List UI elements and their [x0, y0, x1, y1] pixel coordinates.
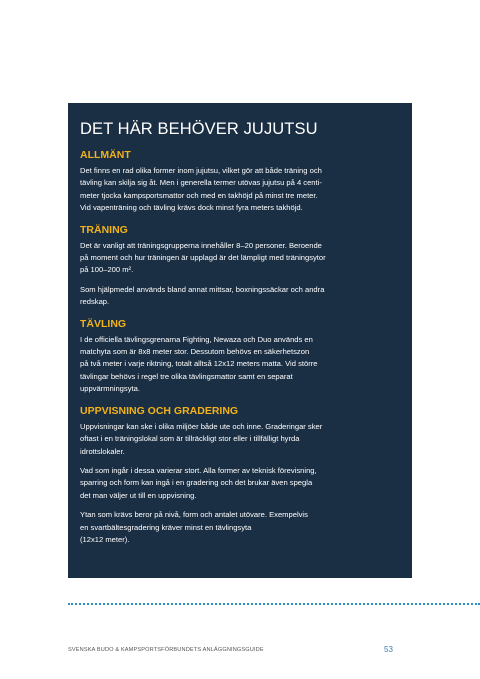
paragraph	[80, 334, 400, 396]
text-line: Det finns en rad olika former inom jujutsu, vilket gör att både träning och	[80, 166, 322, 175]
text-line: I de officiella tävlingsgrenarna Fighting, Newaza och Duo används en	[80, 334, 313, 344]
text-line: en svartbältesgradering kräver minst en tävlingsyta	[80, 522, 252, 532]
dotted-divider	[68, 603, 480, 605]
text-line: Som hjälpmedel används bland annat mittsar, boxningssäckar och andra	[80, 284, 325, 294]
text-line: redskap.	[80, 297, 110, 307]
text-line: på två meter i varje riktning, totalt alltså 12x12 meters matta. Vid större	[80, 359, 318, 369]
text-line: Uppvisningar kan ske i olika miljöer både ute och inne. Graderingar sker	[80, 421, 323, 431]
content-box	[68, 103, 412, 578]
text-line: tävlingar behövs i regel tre olika tävlingsmattor samt en separat	[80, 371, 293, 381]
paragraph	[80, 465, 400, 502]
section-heading: TRÄNING	[80, 223, 128, 236]
text-line: på moment och hur träningen är upplagd är det lämpligt med träningsytor	[80, 253, 326, 263]
text-line: Ytan som krävs beror på nivå, form och antalet utövare. Exempelvis	[80, 510, 308, 520]
paragraph	[80, 421, 400, 458]
sections-container	[80, 149, 400, 546]
text-line: på 100–200 m².	[80, 265, 134, 275]
section-heading: ALLMÄNT	[80, 149, 131, 161]
text-line: Vid vapenträning och tävling krävs dock minst fyra meters takhöjd.	[80, 203, 303, 213]
paragraph	[80, 509, 400, 546]
paragraph	[80, 165, 400, 215]
text-line: tävling kan skilja sig åt. Men i generella termer utövas jujutsu på 4 centi-	[80, 178, 322, 188]
text-line: det man väljer ut till en uppvisning.	[80, 490, 197, 500]
section	[80, 149, 400, 215]
footer-publication-title: SVENSKA BUDO & KAMPSPORTSFÖRBUNDETS ANLÄGGNINGSGUIDE	[68, 647, 264, 653]
text-line: Det är vanligt att träningsgrupperna innehåller 8–20 personer. Beroende	[80, 240, 322, 250]
section	[80, 405, 400, 547]
text-line: sparring och form kan ingå i en gradering och det brukar även spegla	[80, 478, 313, 488]
paragraph	[80, 240, 400, 277]
section-heading: UPPVISNING OCH GRADERING	[80, 404, 239, 417]
section-heading: TÄVLING	[80, 317, 127, 330]
text-line: oftast i en träningslokal som är tillräckligt stor eller i tillfälligt hyrda	[80, 434, 300, 444]
paragraph	[80, 284, 400, 309]
text-line: (12x12 meter).	[80, 534, 130, 544]
text-line: meter tjocka kampsportsmattor och med en takhöjd på minst tre meter.	[80, 190, 318, 200]
text-line: Vad som ingår i dessa varierar stort. Alla former av teknisk förevisning,	[80, 465, 317, 475]
section	[80, 224, 400, 309]
text-line: matchyta som är 8x8 meter stor. Dessutom behövs en säkerhetszon	[80, 347, 310, 357]
section	[80, 318, 400, 396]
page-number: 53	[384, 645, 393, 654]
text-line: uppvärmningsyta.	[80, 384, 140, 394]
page-title: DET HÄR BEHÖVER JUJUTSU	[80, 120, 318, 138]
text-line: idrottslokaler.	[80, 446, 125, 456]
